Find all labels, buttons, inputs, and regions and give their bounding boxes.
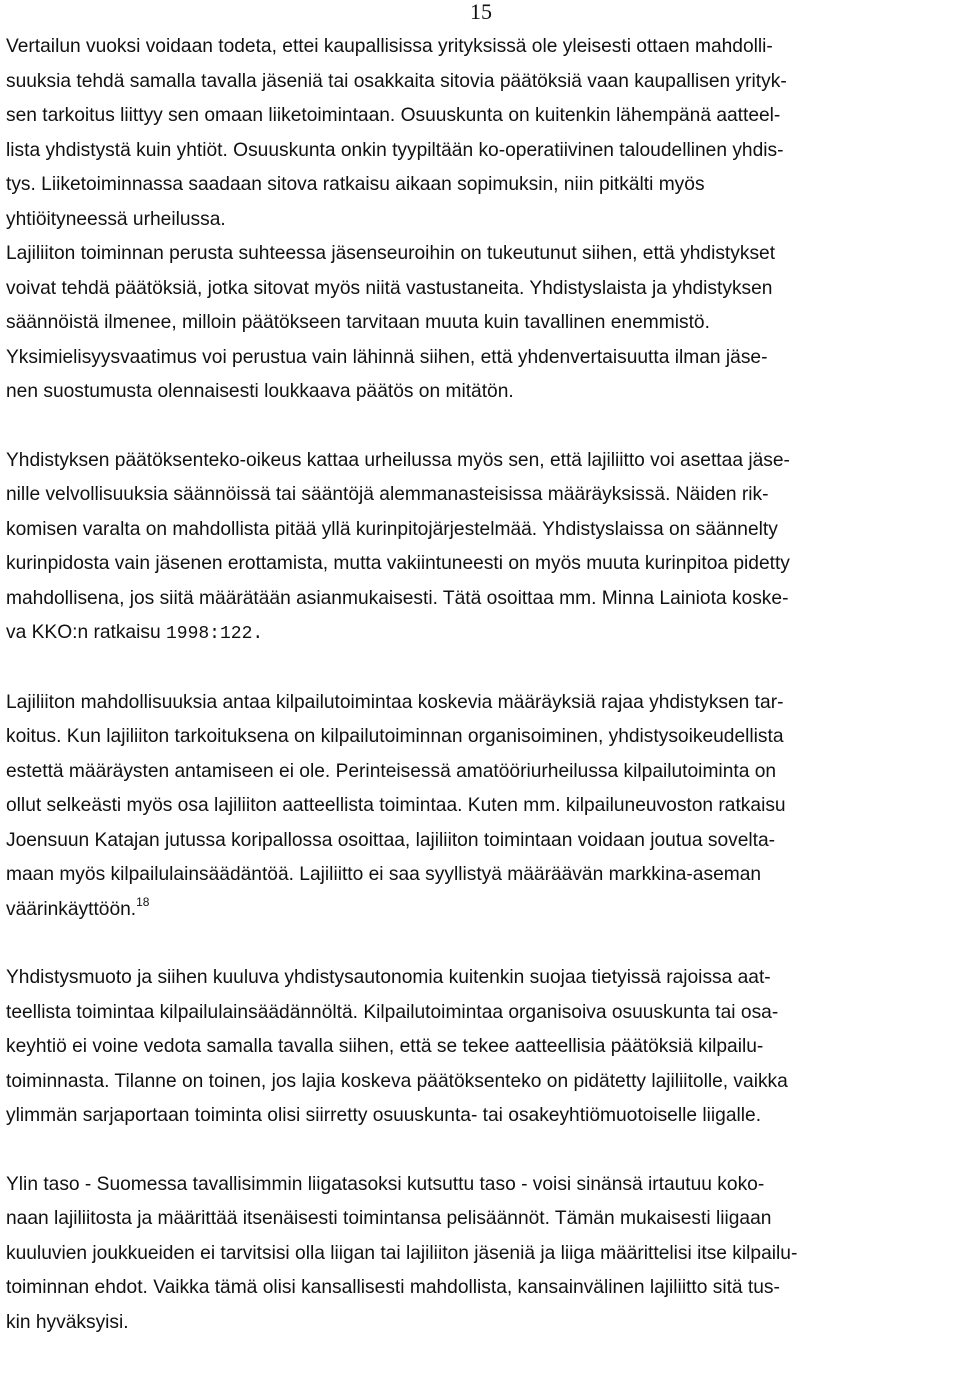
text-line: ollut selkeästi myös osa lajiliiton aatteellista toimintaa. Kuten mm. kilpailuneuvoston ratkaisu bbox=[6, 795, 786, 816]
text-line: naan lajiliitosta ja määrittää itsenäisesti toimintansa pelisäännöt. Tämän mukaisesti liigaan bbox=[6, 1208, 772, 1229]
case-number: 1998:122. bbox=[165, 624, 264, 644]
text-line: Joensuun Katajan jutussa koripallossa osoittaa, lajiliiton toimintaan voidaan joutua soveltа- bbox=[6, 829, 776, 851]
text-line: Lajiliiton mahdollisuuksia antaa kilpailutoimintaa koskevia määräyksiä rajaa yhdistyksen tar- bbox=[6, 691, 784, 713]
text-line: Yhdistyksen päätöksenteko-oikeus kattaa urheilussa myös sen, että lajiliitto voi asettaa jäse- bbox=[6, 449, 790, 471]
paragraph-4 bbox=[6, 961, 956, 1134]
text-line: teellista toimintaa kilpailulainsäädännöltä. Kilpailutoimintaa organisoiva osuuskunta tai osa- bbox=[6, 1001, 779, 1023]
paragraph-2 bbox=[6, 444, 956, 652]
text-line: voivat tehdä päätöksiä, jotka sitovat myös niitä vastustaneita. Yhdistyslaista ja yhdistyksen bbox=[6, 277, 773, 299]
text-line-prefix: väärinkäyttöön. bbox=[6, 898, 137, 920]
text-line: kurinpidosta vain jäsenen erottamista, mutta vakiintuneesti on myös muuta kurinpitoa pidetty bbox=[6, 553, 790, 574]
text-line: Yhdistysmuoto ja siihen kuuluva yhdistysautonomia kuitenkin suojaa tietyissä rajoissa aat- bbox=[6, 967, 771, 988]
text-line: Yksimielisyysvaatimus voi perustua vain lähinnä siihen, että yhdenvertaisuutta ilman jäse- bbox=[6, 346, 768, 368]
text-line: mahdollisena, jos siitä määrätään asianmukaisesti. Tätä osoittaa mm. Minna Lainiota koske- bbox=[6, 587, 789, 609]
text-line: tys. Liiketoiminnassa saadaan sitova ratkaisu aikaan sopimuksin, niin pitkälti myös bbox=[6, 174, 705, 195]
document-body bbox=[6, 30, 956, 1340]
text-line: nen suostumusta olennaisesti loukkaava päätös on mitätön. bbox=[6, 381, 514, 402]
paragraph-5 bbox=[6, 1168, 956, 1341]
paragraph-1 bbox=[6, 30, 956, 410]
text-line: yhtiöityneessä urheilussa. bbox=[6, 208, 226, 230]
text-line: Vertailun vuoksi voidaan todeta, ettei kaupallisissa yrityksissä ole yleisesti ottaen mahdolli- bbox=[6, 36, 773, 57]
text-line: toiminnan ehdot. Vaikka tämä olisi kansallisesti mahdollista, kansainvälinen lajiliitto sitä tus- bbox=[6, 1277, 780, 1298]
text-line: estettä määräysten antamiseen ei ole. Perinteisessä amatööriurheilussa kilpailutoiminta on bbox=[6, 760, 777, 782]
text-line: nille velvollisuuksia säännöissä tai sääntöjä alemmanasteisissa määräyksissä. Näiden rik- bbox=[6, 484, 769, 505]
text-line: sen tarkoitus liittyy sen omaan liiketoimintaan. Osuuskunta on kuitenkin lähempänä aatteel- bbox=[6, 105, 781, 126]
text-line: koitus. Kun lajiliiton tarkoituksena on kilpailutoiminnan organisoiminen, yhdistysoikeudellista bbox=[6, 726, 784, 747]
text-line: säännöistä ilmenee, milloin päätökseen tarvitaan muuta kuin tavallinen enemmistö. bbox=[6, 312, 710, 333]
page-number: 15 bbox=[470, 0, 492, 24]
text-line: maan myös kilpailulainsäädäntöä. Lajiliitto ei saa syyllistyä määräävän markkina-aseman bbox=[6, 864, 762, 885]
text-line: toiminnasta. Tilanne on toinen, jos lajia koskeva päätöksenteko on pidätetty lajiliitolle, vaikka bbox=[6, 1070, 788, 1092]
text-line: komisen varalta on mahdollista pitää yllä kurinpitojärjestelmää. Yhdistyslaissa on säännelty bbox=[6, 518, 778, 540]
text-line: ylimmän sarjaportaan toiminta olisi siirretty osuuskunta- tai osakeyhtiömuotoiselle liigalle. bbox=[6, 1105, 762, 1126]
text-line: Ylin taso - Suomessa tavallisimmin liigatasoksi kutsuttu taso - voisi sinänsä irtautuu koko- bbox=[6, 1173, 765, 1195]
text-line: Lajiliiton toiminnan perusta suhteessa jäsenseuroihin on tukeutunut siihen, että yhdistykset bbox=[6, 243, 776, 264]
text-line: suuksia tehdä samalla tavalla jäseniä tai osakkaita sitovia päätöksiä vaan kaupallisen yrityk- bbox=[6, 70, 787, 92]
text-line bbox=[6, 616, 956, 652]
paragraph-3 bbox=[6, 686, 956, 928]
text-line: kuuluvien joukkueiden ei tarvitsisi olla liigan tai lajiliiton jäseniä ja liiga määrittelisi itse kilpailu- bbox=[6, 1242, 798, 1264]
text-line: lista yhdistystä kuin yhtiöt. Osuuskunta onkin tyypiltään ko-operatiivinen taloudellinen yhdis- bbox=[6, 139, 784, 161]
footnote-ref[interactable]: 18 bbox=[136, 894, 150, 909]
text-line: kin hyväksyisi. bbox=[6, 1311, 129, 1333]
text-line bbox=[6, 893, 956, 928]
text-line: keyhtiö ei voine vedota samalla tavalla siihen, että se tekee aatteellisia päätöksiä kilpailu- bbox=[6, 1036, 764, 1057]
text-line-prefix: va KKO:n ratkaisu bbox=[6, 622, 166, 643]
